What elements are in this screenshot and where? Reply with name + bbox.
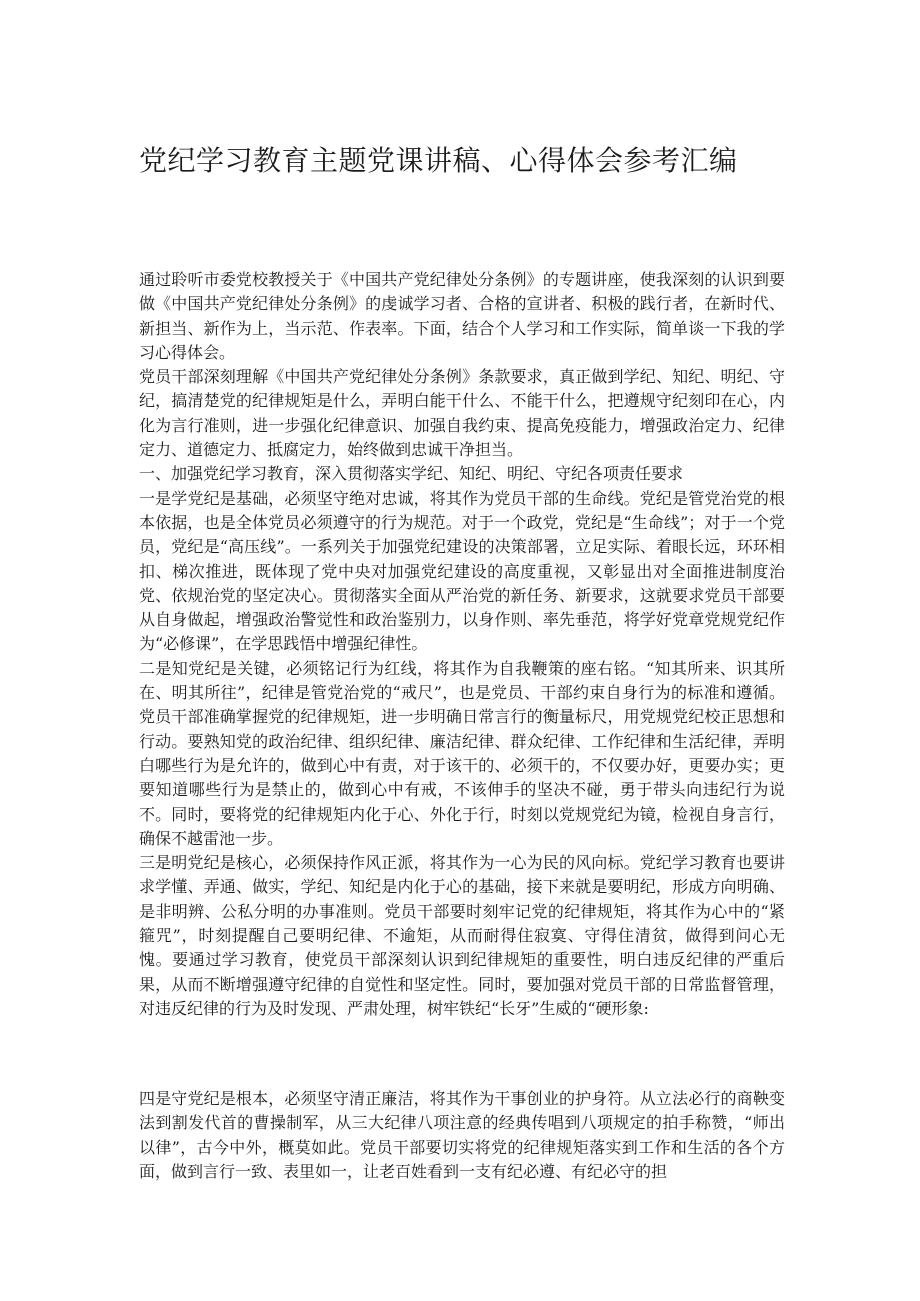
section-heading-one: 一、加强党纪学习教育，深入贯彻落实学纪、知纪、明纪、守纪各项责任要求 — [139, 464, 684, 484]
paragraph-understanding: 党员干部深刻理解《中国共产党纪律处分条例》条款要求，真正做到学纪、知纪、明纪、守纪，搞清楚党的纪律规矩是什么，弄明白能干什么、不能干什么，把遵规守纪刻印在心，内化为言行准则，进一步强化纪律意识、加强自我约束、提高免疫能力，增强政治定力、纪律定力、道德定力、抵腐定力，始终做到忠诚干净担当。 — [139, 367, 785, 460]
document-title: 党纪学习教育主题党课讲稿、心得体会参考汇编 — [139, 144, 738, 177]
paragraph-know-discipline: 二是知党纪是关键，必须铭记行为红线，将其作为自我鞭策的座右铭。“知其所来、识其所在、明其所往”，纪律是管党治党的“戒尺”，也是党员、干部约束自身行为的标准和遵循。党员干部准确掌握党的纪律规矩，进一步明确日常言行的衡量标尺，用党规党纪校正思想和行动。要熟知党的政治纪律、组织纪律、廉洁纪律、群众纪律、工作纪律和生活纪律，弄明白哪些行为是允许的，做到心中有责，对于该干的、必须干的，不仅要办好，更要办实；更要知道哪些行为是禁止的，做到心中有戒，不该伸手的坚决不碰，勇于带头向违纪行为说不。同时，要将党的纪律规矩内化于心、外化于行，时刻以党规党纪为镜，检视自身言行，确保不越雷池一步。 — [139, 658, 785, 848]
paragraph-keep-discipline: 四是守党纪是根本，必须坚守清正廉洁，将其作为干事创业的护身符。从立法必行的商鞅变法到割发代首的曹操制军，从三大纪律八项注意的经典传唱到八项规定的拍手称赞，“师出以律”，古今中外，概莫如此。党员干部要切实将党的纪律规矩落实到工作和生活的各个方面，做到言行一致、表里如一，让老百姓看到一支有纪必遵、有纪必守的担 — [139, 1089, 785, 1181]
paragraph-intro: 通过聆听市委党校教授关于《中国共产党纪律处分条例》的专题讲座，使我深刻的认识到要做《中国共产党纪律处分条例》的虔诚学习者、合格的宣讲者、积极的践行者，在新时代、新担当、新作为上，当示范、作表率。下面，结合个人学习和工作实际，简单谈一下我的学习心得体会。 — [139, 270, 785, 362]
document-body-upper — [139, 268, 785, 1021]
document-body-lower — [139, 1087, 785, 1184]
paragraph-learn-discipline: 一是学党纪是基础，必须坚守绝对忠诚，将其作为党员干部的生命线。党纪是管党治党的根本依据，也是全体党员必须遵守的行为规范。对于一个政党，党纪是“生命线”；对于一个党员，党纪是“高压线”。一系列关于加强党纪建设的决策部署，立足实际、着眼长远，环环相扣、梯次推进，既体现了党中央对加强党纪建设的高度重视，又彰显出对全面推进制度治党、依规治党的坚定决心。贯彻落实全面从严治党的新任务、新要求，这就要求党员干部要从自身做起，增强政治警觉性和政治鉴别力，以身作则、率先垂范，将学好党章党规党纪作为“必修课”，在学思践悟中增强纪律性。 — [139, 488, 785, 654]
paragraph-understand-discipline: 三是明党纪是核心，必须保持作风正派，将其作为一心为民的风向标。党纪学习教育也要讲求学懂、弄通、做实，学纪、知纪是内化于心的基础，接下来就是要明纪，形成方向明确、是非明辨、公私分明的办事准则。党员干部要时刻牢记党的纪律规矩，将其作为心中的“紧箍咒”，时刻提醒自己要明纪律、不逾矩，从而耐得住寂寞、守得住清贫，做得到问心无愧。要通过学习教育，使党员干部深刻认识到纪律规矩的重要性，明白违反纪律的严重后果，从而不断增强遵守纪律的自觉性和坚定性。同时，要加强对党员干部的日常监督管理，对违反纪律的行为及时发现、严肃处理，树牢铁纪“长牙”生威的“硬形象: — [139, 853, 785, 1018]
